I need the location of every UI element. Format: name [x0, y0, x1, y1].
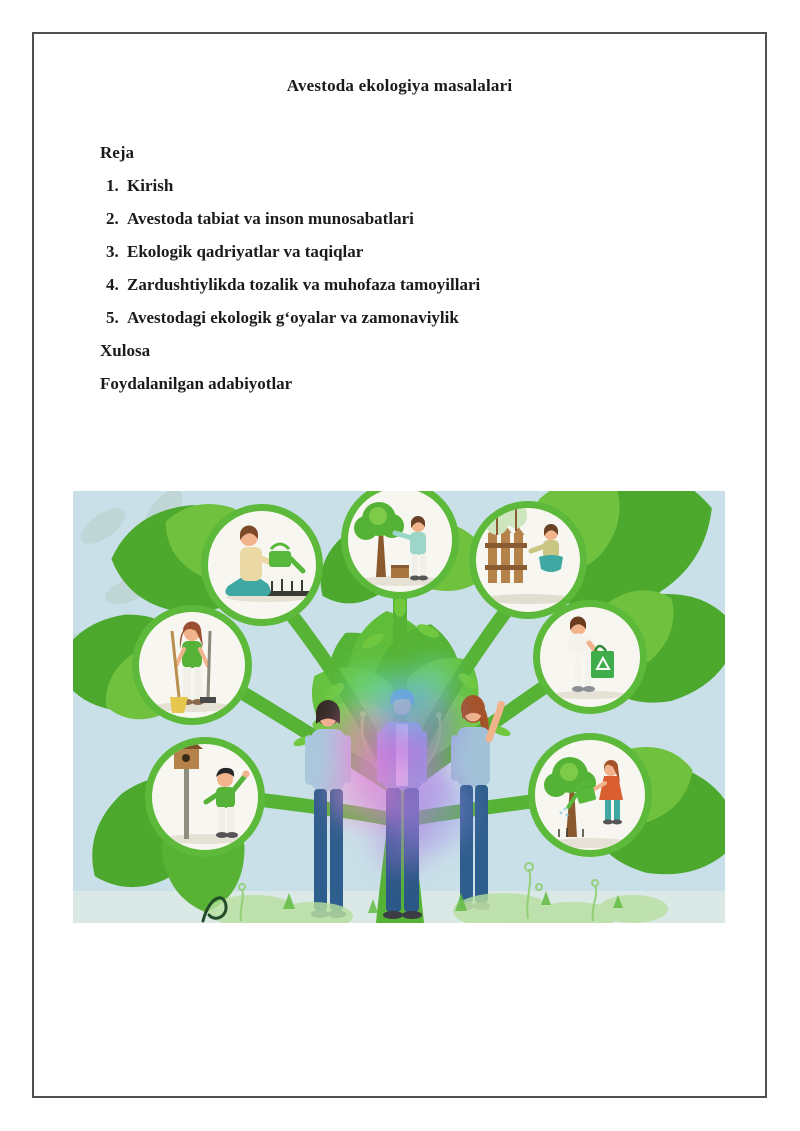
outline-conclusion: Xulosa: [100, 341, 151, 360]
outline-item-3: [100, 235, 480, 268]
eco-tree-illustration-svg: [73, 491, 725, 923]
outline-item-label: Zardushtiylikda tozalik va muhofaza tamoyillari: [127, 275, 481, 294]
outline-item-number: 2.: [106, 209, 119, 228]
eco-tree-illustration: [73, 491, 725, 923]
page-title: Avestoda ekologiya masalalari: [286, 76, 513, 95]
outline-item-number: 3.: [106, 242, 119, 261]
outline-item-label: Avestoda tabiat va inson munosabatlari: [127, 209, 414, 228]
outline: [100, 136, 480, 400]
outline-item-number: 1.: [106, 176, 119, 195]
outline-heading: Reja: [100, 143, 134, 162]
outline-references: Foydalanilgan adabiyotlar: [100, 374, 293, 393]
outline-item-2: [100, 202, 480, 235]
outline-item-5: [100, 301, 480, 334]
outline-item-label: Ekologik qadriyatlar va taqiqlar: [127, 242, 364, 261]
outline-item-4: [100, 268, 480, 301]
outline-item-number: 5.: [106, 308, 119, 327]
outline-list: [100, 169, 480, 334]
outline-item-number: 4.: [106, 275, 119, 294]
outline-item-label: Kirish: [127, 176, 174, 195]
outline-item-label: Avestodagi ekologik g‘oyalar va zamonaviylik: [127, 308, 459, 327]
outline-item-1: [100, 169, 480, 202]
